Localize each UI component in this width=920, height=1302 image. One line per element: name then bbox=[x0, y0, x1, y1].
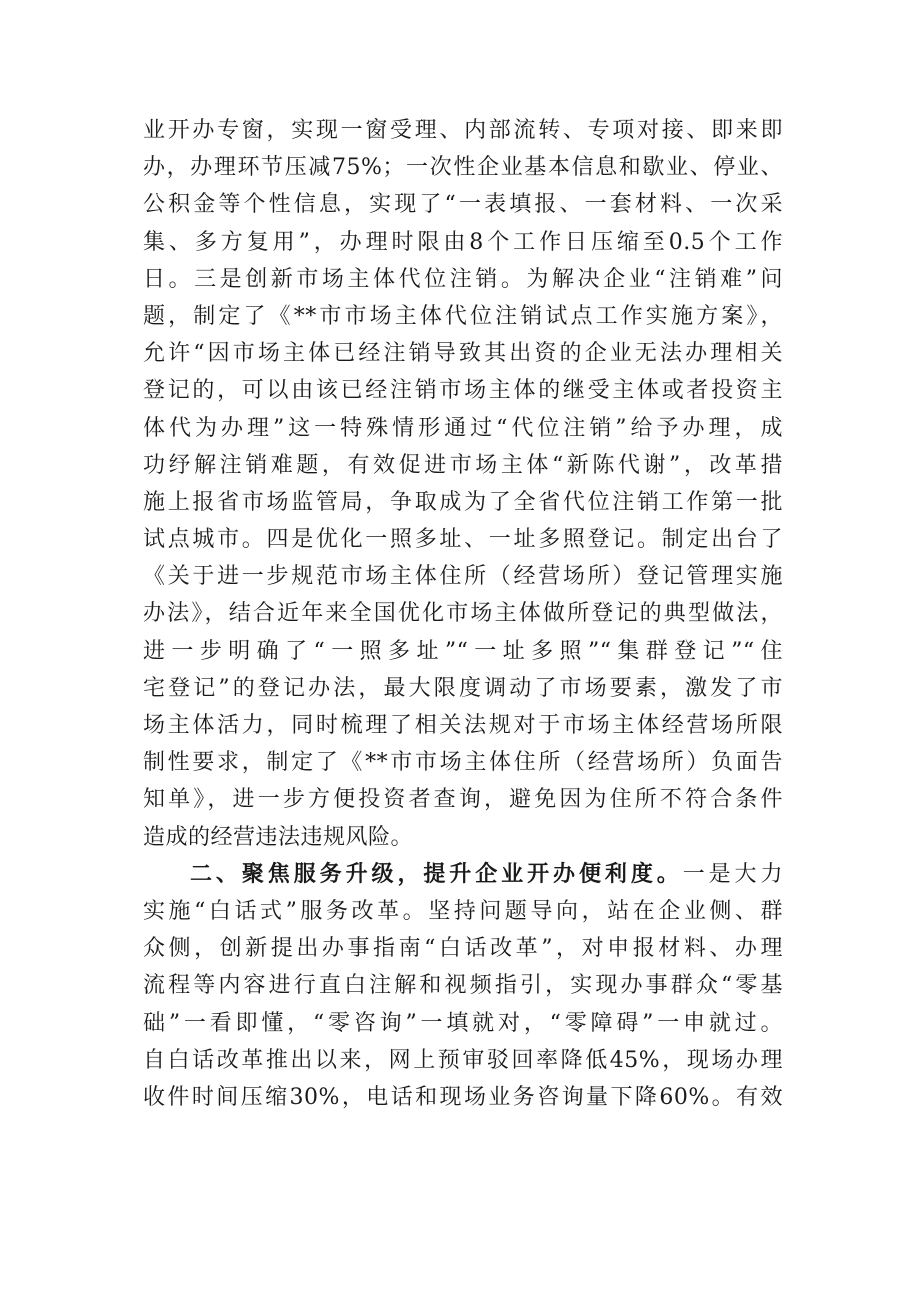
text-line: 施上报省市场监管局，争取成为了全省代位注销工作第一批 bbox=[143, 489, 783, 515]
text-line: 公积金等个性信息，实现了“一表填报、一套材料、一次采 bbox=[143, 192, 783, 218]
text-line: 自白话改革推出以来，网上预审驳回率降低45%，现场办理 bbox=[143, 1047, 783, 1073]
text-line: 日。三是创新市场主体代位注销。为解决企业“注销难”问 bbox=[143, 266, 783, 292]
text-line: 础”一看即懂，“零咨询”一填就对，“零障碍”一申就过。 bbox=[143, 1010, 783, 1036]
text-line: 流程等内容进行直白注解和视频指引，实现办事群众“零基 bbox=[143, 973, 783, 999]
text-line: 业开办专窗，实现一窗受理、内部流转、专项对接、即来即 bbox=[143, 118, 783, 143]
text-line: 允许“因市场主体已经注销导致其出资的企业无法办理相关 bbox=[143, 341, 783, 367]
text-line: 造成的经营违法违规风险。 bbox=[143, 824, 414, 850]
text-line: 题，制定了《**市市场主体代位注销试点工作实施方案》， bbox=[143, 303, 783, 329]
text-line: 功纾解注销难题，有效促进市场主体“新陈代谢”，改革措 bbox=[143, 452, 783, 478]
paragraph-2 bbox=[143, 856, 783, 1116]
text-line: 集、多方复用”，办理时限由8个工作日压缩至0.5个工作 bbox=[143, 229, 783, 255]
text-line: 登记的，可以由该已经注销市场主体的继受主体或者投资主 bbox=[143, 378, 783, 404]
text-line: 试点城市。四是优化一照多址、一址多照登记。制定出台了 bbox=[143, 527, 783, 553]
paragraph-1 bbox=[143, 112, 783, 856]
text-line: 知单》，进一步方便投资者查询，避免因为住所不符合条件 bbox=[143, 787, 783, 813]
section-heading: 二、聚焦服务升级，提升企业开办便利度。 bbox=[190, 860, 683, 887]
document-body bbox=[143, 112, 783, 1116]
text-line: 收件时间压缩30%，电话和现场业务咨询量下降60%。有效 bbox=[143, 1084, 783, 1110]
text-line: 办，办理环节压减75%；一次性企业基本信息和歇业、停业、 bbox=[143, 155, 783, 181]
text-run: 一是大力 bbox=[682, 861, 783, 887]
text-line: 实施“白话式”服务改革。坚持问题导向，站在企业侧、群 bbox=[143, 898, 783, 924]
text-line: 场主体活力，同时梳理了相关法规对于市场主体经营场所限 bbox=[143, 713, 783, 738]
text-line: 制性要求，制定了《**市市场主体住所（经营场所）负面告 bbox=[143, 750, 783, 776]
text-line: 体代为办理”这一特殊情形通过“代位注销”给予办理，成 bbox=[143, 415, 783, 441]
text-line: 众侧，创新提出办事指南“白话改革”，对申报材料、办理 bbox=[143, 936, 783, 962]
text-line: 宅登记”的登记办法，最大限度调动了市场要素，激发了市 bbox=[143, 675, 783, 701]
paragraph-2-first-line bbox=[143, 856, 783, 893]
text-line: 办法》，结合近年来全国优化市场主体做所登记的典型做法， bbox=[143, 601, 783, 627]
text-line: 《关于进一步规范市场主体住所（经营场所）登记管理实施 bbox=[143, 564, 783, 590]
text-line: 进一步明确了“一照多址”“一址多照”“集群登记”“住 bbox=[143, 638, 783, 664]
